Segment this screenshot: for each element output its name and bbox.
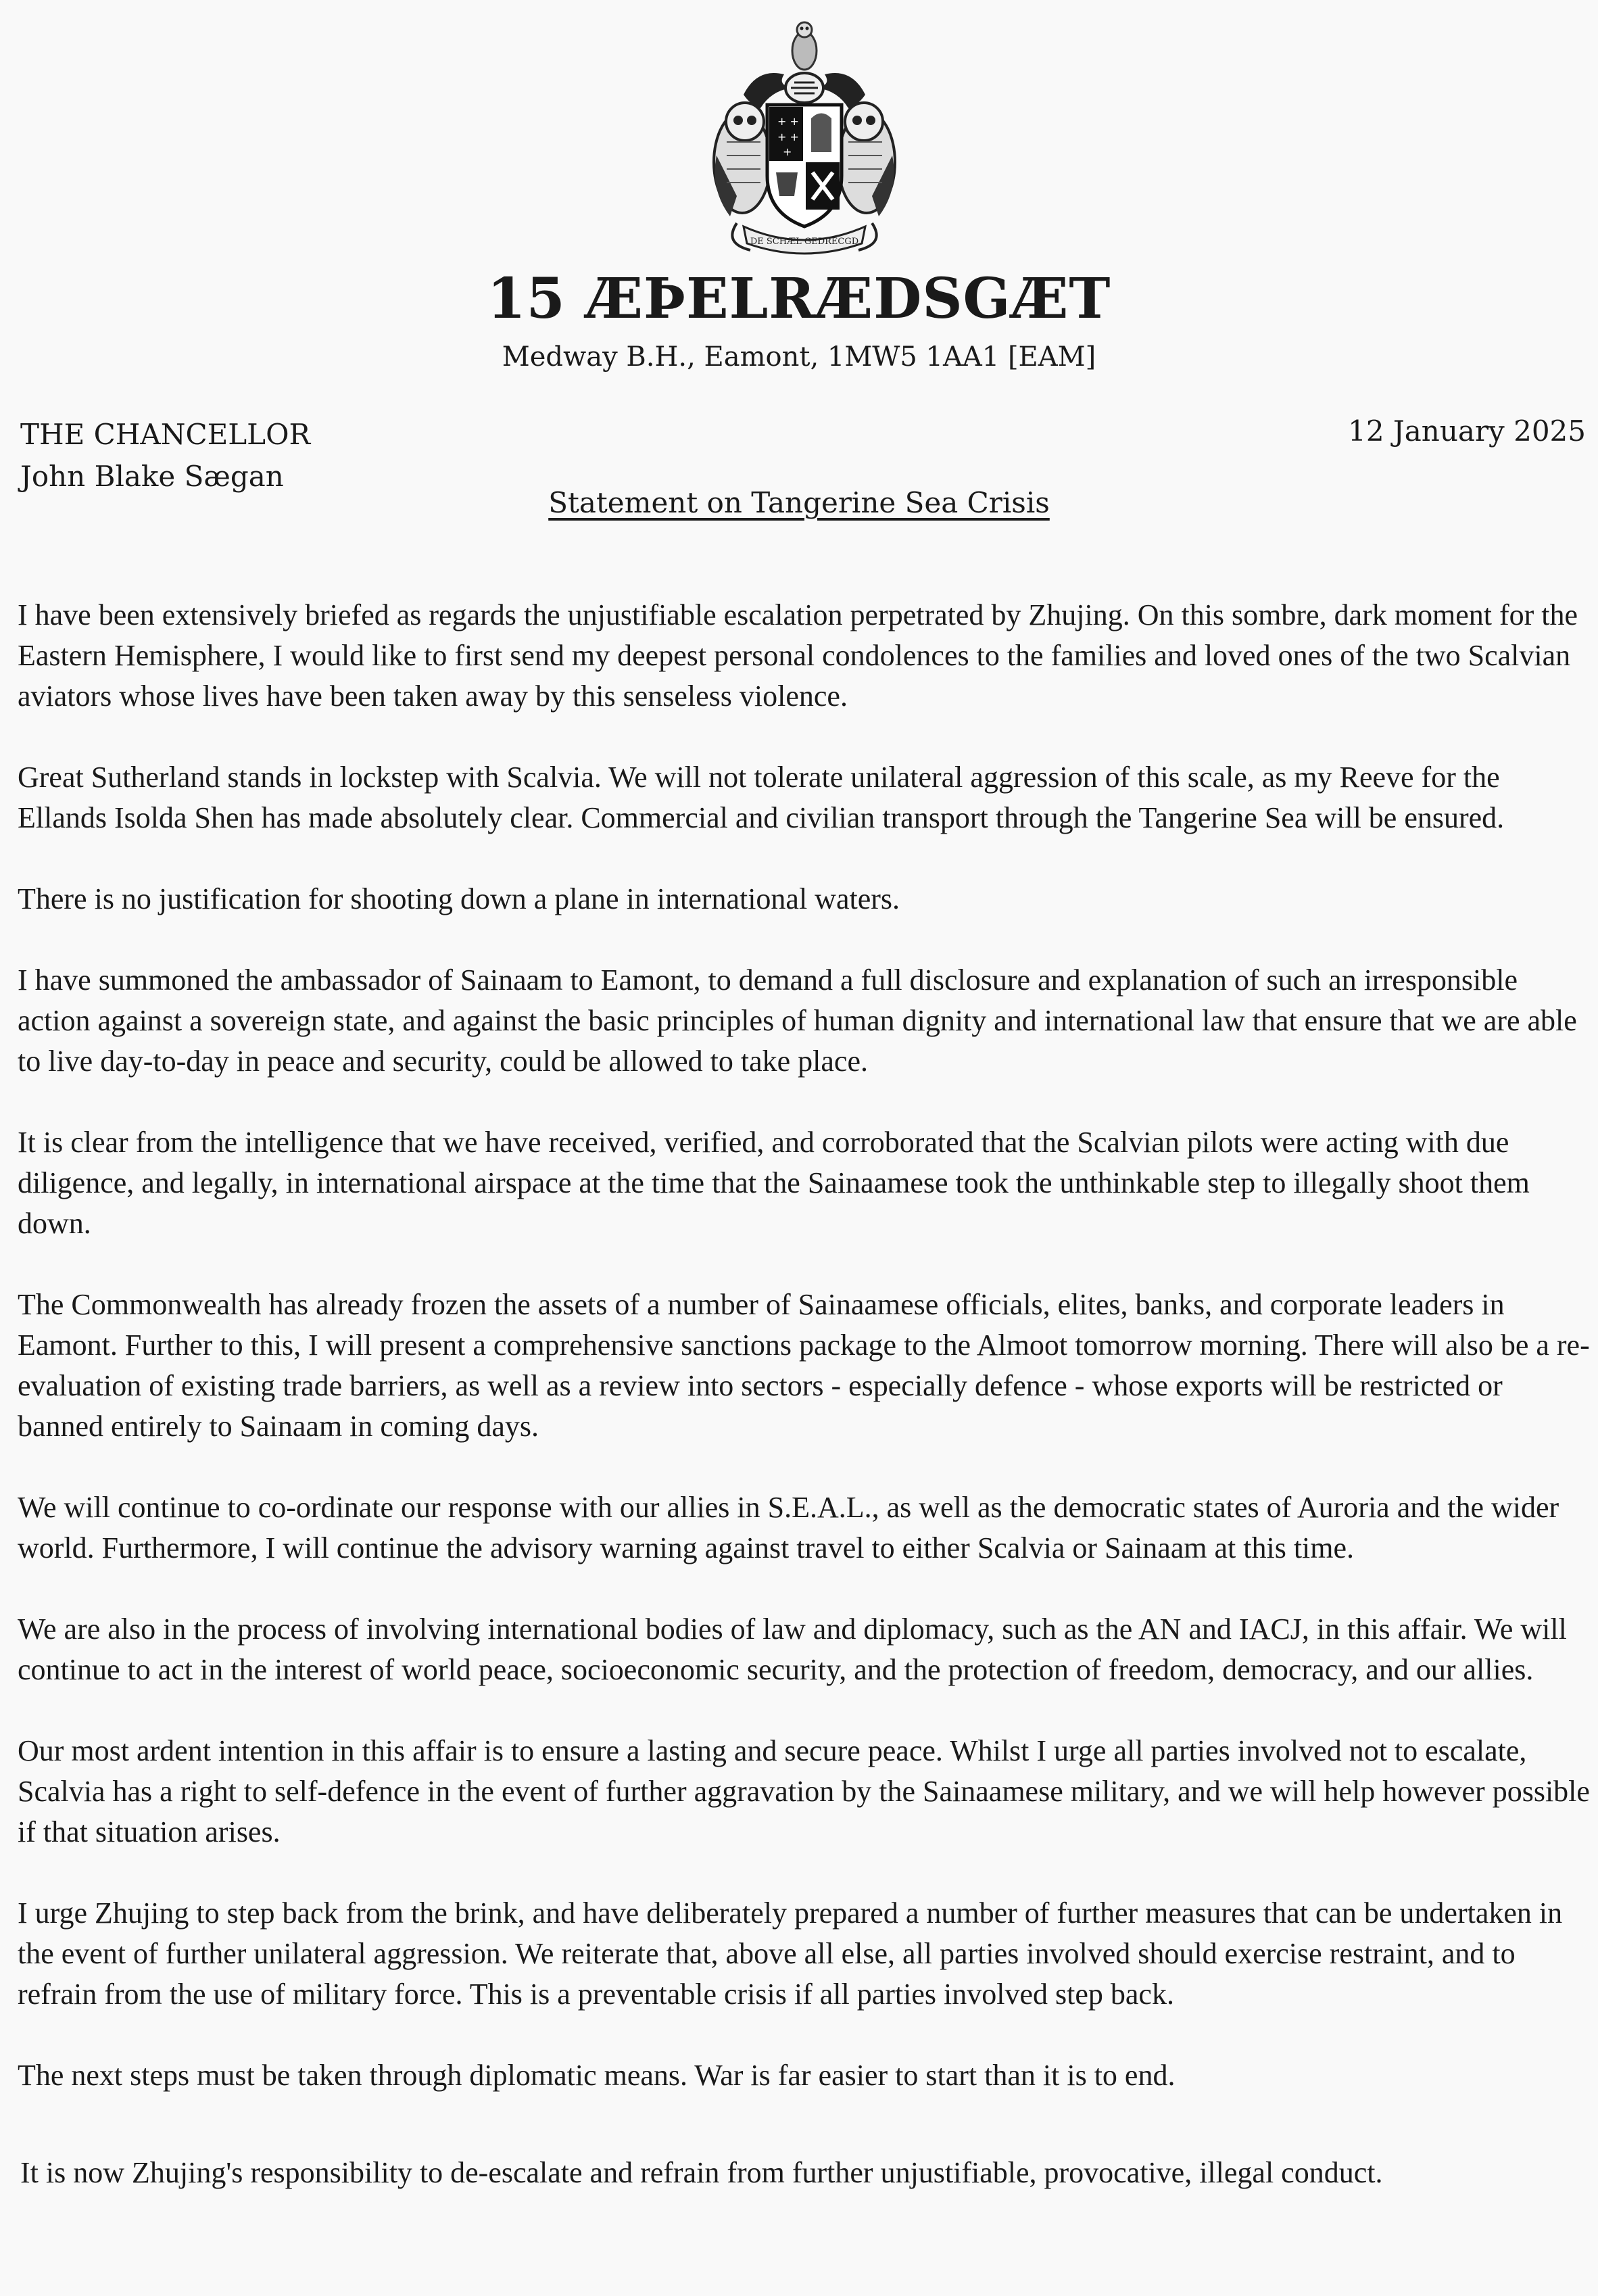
statement-body bbox=[18, 595, 1593, 2234]
body-paragraph: There is no justification for shooting down a plane in international waters. bbox=[18, 882, 900, 915]
right-supporter-owl bbox=[838, 103, 895, 216]
body-paragraph: The next steps must be taken through diplomatic means. War is far easier to start than it is to end. bbox=[18, 2059, 1176, 2092]
crest-motto: DE SCHÆL GEDRECGD bbox=[750, 237, 859, 247]
svg-text:+: + bbox=[783, 145, 792, 158]
coat-of-arms-emblem bbox=[696, 20, 913, 257]
sender-name: John Blake Sægan bbox=[20, 460, 284, 493]
body-paragraph: I have summoned the ambassador of Sainaam to Eamont, to demand a full disclosure and explanation of such an irresponsible action against a sovereign state, and against the basic principles of human dignity and international law that ensure that we are able to live day-to-day in peace and security, could be allowed to take place. bbox=[18, 963, 1577, 1078]
letterhead-address-title: 15 ÆÞELRÆDSGÆT bbox=[487, 266, 1111, 331]
body-paragraph: I have been extensively briefed as regards the unjustifiable escalation perpetrated by Zhujing. On this sombre, dark moment for the Eastern Hemisphere, I would like to first send my deepest personal condolences to the families and loved ones of the two Scalvian aviators whose lives have been taken away by this senseless violence. bbox=[18, 598, 1578, 713]
body-paragraph: We are also in the process of involving international bodies of law and diplomacy, such as the AN and IACJ, in this affair. We will continue to act in the interest of world peace, socioeconomic security, and the protection of freedom, democracy, and our allies. bbox=[18, 1612, 1567, 1686]
body-paragraph: I urge Zhujing to step back from the brink, and have deliberately prepared a number of further measures that can be undertaken in the event of further unilateral aggression. We reiterate that, above all else, all parties involved should exercise restraint, and to refrain from the use of military force. This is a preventable crisis if all parties involved step back. bbox=[18, 1896, 1563, 2011]
body-paragraph: We will continue to co-ordinate our response with our allies in S.E.A.L., as well as the democratic states of Auroria and the wider world. Furthermore, I will continue the advisory warning against travel to either Scalvia or Sainaam at this time. bbox=[18, 1491, 1559, 1564]
closing-paragraph: It is now Zhujing's responsibility to de-escalate and refrain from further unjustifiable, provocative, illegal conduct. bbox=[20, 2156, 1383, 2189]
letterhead-address-line: Medway B.H., Eamont, 1MW5 1AA1 [EAM] bbox=[502, 341, 1096, 373]
body-paragraph: Great Sutherland stands in lockstep with Scalvia. We will not tolerate unilateral aggression of this scale, as my Reeve for the Ellands Isolda Shen has made absolutely clear. Commercial and civilian transport through the Tangerine Sea will be ensured. bbox=[18, 761, 1505, 834]
left-supporter-owl bbox=[714, 103, 771, 216]
heraldic-shield bbox=[767, 105, 842, 226]
statement-subject: Statement on Tangerine Sea Crisis bbox=[548, 486, 1050, 519]
letter-date: 12 January 2025 bbox=[1348, 414, 1586, 448]
body-paragraph: Our most ardent intention in this affair is to ensure a lasting and secure peace. Whilst I urge all parties involved not to escalate, Scalvia has a right to self-defence in the event of further aggravation by the Sainaamese military, and we will help however possible if that situation arises. bbox=[18, 1734, 1590, 1848]
svg-text:+ +: + + bbox=[777, 130, 799, 143]
body-paragraph: It is clear from the intelligence that we have received, verified, and corroborated that the Scalvian pilots were acting with due diligence, and legally, in international airspace at the time that the Sainaamese took the unthinkable step to illegally shoot them down. bbox=[18, 1126, 1530, 1240]
crest-owl bbox=[792, 22, 817, 70]
body-paragraph: The Commonwealth has already frozen the assets of a number of Sainaamese officials, elites, banks, and corporate leaders in Eamont. Further to this, I will present a comprehensive sanctions package to the Almoot tomorrow morning. There will also be a re-evaluation of existing trade barriers, as well as a review into sectors - especially defence - whose exports will be restricted or banned entirely to Sainaam in coming days. bbox=[18, 1288, 1590, 1443]
svg-text:+ +: + + bbox=[777, 115, 799, 128]
sender-role: THE CHANCELLOR bbox=[20, 418, 311, 451]
